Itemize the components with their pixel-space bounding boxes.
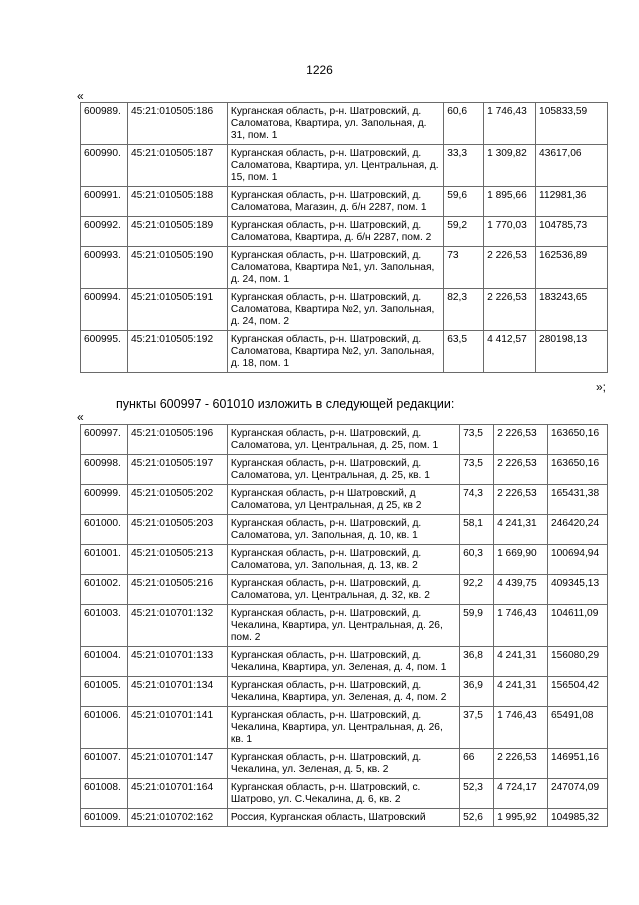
item-number-cell: 601000. xyxy=(81,515,128,545)
cadastral-price-cell: 1 746,43 xyxy=(484,103,536,145)
cadastral-value-cell: 156080,29 xyxy=(547,647,607,677)
area-cell: 52,6 xyxy=(460,809,494,827)
cadastral-price-cell: 4 241,31 xyxy=(494,515,548,545)
table-row xyxy=(81,749,608,779)
item-number-cell: 601004. xyxy=(81,647,128,677)
address-cell: Курганская область, р-н. Шатровский, д. Саломатова, Квартира №2, ул. Запольная, д. 24, пом. 2 xyxy=(227,289,443,331)
amendment-paragraph: пункты 600997 - 601010 изложить в следующей редакции: xyxy=(116,397,455,411)
property-table-2 xyxy=(80,424,608,827)
item-number-cell: 601002. xyxy=(81,575,128,605)
cadastral-number-cell: 45:21:010702:162 xyxy=(127,809,227,827)
cadastral-number-cell: 45:21:010505:189 xyxy=(127,217,227,247)
cadastral-value-cell: 146951,16 xyxy=(547,749,607,779)
address-cell: Курганская область, р-н. Шатровский, д. Саломатова, ул. Центральная, д. 25, кв. 1 xyxy=(227,455,459,485)
table-row xyxy=(81,145,608,187)
cadastral-number-cell: 45:21:010701:164 xyxy=(127,779,227,809)
cadastral-number-cell: 45:21:010505:197 xyxy=(127,455,227,485)
address-cell: Курганская область, р-н. Шатровский, д. Саломатова, ул. Центральная, д. 32, кв. 2 xyxy=(227,575,459,605)
area-cell: 63,5 xyxy=(444,331,484,373)
item-number-cell: 600994. xyxy=(81,289,128,331)
property-table-1 xyxy=(80,102,608,373)
cadastral-price-cell: 2 226,53 xyxy=(494,485,548,515)
address-cell: Курганская область, р-н. Шатровский, д. Саломатова, ул. Центральная, д. 25, пом. 1 xyxy=(227,425,459,455)
table-row xyxy=(81,779,608,809)
cadastral-number-cell: 45:21:010701:132 xyxy=(127,605,227,647)
cadastral-price-cell: 4 241,31 xyxy=(494,677,548,707)
item-number-cell: 600997. xyxy=(81,425,128,455)
cadastral-value-cell: 105833,59 xyxy=(536,103,608,145)
page-number: 1226 xyxy=(306,63,333,77)
table-row xyxy=(81,425,608,455)
cadastral-number-cell: 45:21:010505:190 xyxy=(127,247,227,289)
cadastral-price-cell: 4 412,57 xyxy=(484,331,536,373)
cadastral-price-cell: 2 226,53 xyxy=(484,247,536,289)
cadastral-price-cell: 2 226,53 xyxy=(484,289,536,331)
cadastral-number-cell: 45:21:010505:213 xyxy=(127,545,227,575)
table-row xyxy=(81,217,608,247)
address-cell: Курганская область, р-н. Шатровский, д. Саломатова, Квартира, ул. Запольная, д. 31, пом. 1 xyxy=(227,103,443,145)
address-cell: Курганская область, р-н. Шатровский, д. Чекалина, Квартира, ул. Зеленая, д. 4, пом. 1 xyxy=(227,647,459,677)
cadastral-value-cell: 112981,36 xyxy=(536,187,608,217)
cadastral-value-cell: 156504,42 xyxy=(547,677,607,707)
item-number-cell: 600991. xyxy=(81,187,128,217)
item-number-cell: 600993. xyxy=(81,247,128,289)
cadastral-price-cell: 2 226,53 xyxy=(494,455,548,485)
cadastral-price-cell: 1 746,43 xyxy=(494,605,548,647)
cadastral-number-cell: 45:21:010701:134 xyxy=(127,677,227,707)
address-cell: Курганская область, р-н Шатровский, д Саломатова, ул Центральная, д 25, кв 2 xyxy=(227,485,459,515)
cadastral-number-cell: 45:21:010505:196 xyxy=(127,425,227,455)
address-cell: Курганская область, р-н. Шатровский, д. Чекалина, ул. Зеленая, д. 5, кв. 2 xyxy=(227,749,459,779)
table-row xyxy=(81,247,608,289)
item-number-cell: 601008. xyxy=(81,779,128,809)
address-cell: Курганская область, р-н. Шатровский, с. Шатрово, ул. С.Чекалина, д. 6, кв. 2 xyxy=(227,779,459,809)
item-number-cell: 601007. xyxy=(81,749,128,779)
table-row xyxy=(81,485,608,515)
table-row xyxy=(81,605,608,647)
cadastral-value-cell: 65491,08 xyxy=(547,707,607,749)
cadastral-number-cell: 45:21:010505:186 xyxy=(127,103,227,145)
area-cell: 36,8 xyxy=(460,647,494,677)
address-cell: Курганская область, р-н. Шатровский, д. Саломатова, Магазин, д. б/н 2287, пом. 1 xyxy=(227,187,443,217)
cadastral-price-cell: 1 309,82 xyxy=(484,145,536,187)
area-cell: 37,5 xyxy=(460,707,494,749)
address-cell: Курганская область, р-н. Шатровский, д. Саломатова, Квартира №1, ул. Запольная, д. 24, пом. 1 xyxy=(227,247,443,289)
cadastral-number-cell: 45:21:010505:192 xyxy=(127,331,227,373)
opening-quote: « xyxy=(77,89,84,103)
cadastral-price-cell: 2 226,53 xyxy=(494,425,548,455)
address-cell: Курганская область, р-н. Шатровский, д. Чекалина, Квартира, ул. Центральная, д. 26, пом. 2 xyxy=(227,605,459,647)
area-cell: 73,5 xyxy=(460,425,494,455)
cadastral-number-cell: 45:21:010701:147 xyxy=(127,749,227,779)
table-row xyxy=(81,575,608,605)
cadastral-value-cell: 183243,65 xyxy=(536,289,608,331)
cadastral-number-cell: 45:21:010701:133 xyxy=(127,647,227,677)
opening-quote-2: « xyxy=(77,410,84,424)
table-row xyxy=(81,515,608,545)
cadastral-value-cell: 163650,16 xyxy=(547,455,607,485)
item-number-cell: 600990. xyxy=(81,145,128,187)
cadastral-number-cell: 45:21:010505:203 xyxy=(127,515,227,545)
cadastral-value-cell: 43617,06 xyxy=(536,145,608,187)
area-cell: 58,1 xyxy=(460,515,494,545)
cadastral-price-cell: 1 746,43 xyxy=(494,707,548,749)
item-number-cell: 600995. xyxy=(81,331,128,373)
address-cell: Курганская область, р-н. Шатровский, д. Саломатова, ул. Запольная, д. 10, кв. 1 xyxy=(227,515,459,545)
area-cell: 33,3 xyxy=(444,145,484,187)
table-row xyxy=(81,707,608,749)
cadastral-value-cell: 104985,32 xyxy=(547,809,607,827)
cadastral-price-cell: 1 669,90 xyxy=(494,545,548,575)
table-row xyxy=(81,289,608,331)
area-cell: 60,6 xyxy=(444,103,484,145)
item-number-cell: 601003. xyxy=(81,605,128,647)
table-row xyxy=(81,647,608,677)
table-row xyxy=(81,187,608,217)
area-cell: 73,5 xyxy=(460,455,494,485)
item-number-cell: 600998. xyxy=(81,455,128,485)
cadastral-price-cell: 1 895,66 xyxy=(484,187,536,217)
address-cell: Курганская область, р-н. Шатровский, д. Саломатова, Квартира №2, ул. Запольная, д. 18, пом. 1 xyxy=(227,331,443,373)
item-number-cell: 601009. xyxy=(81,809,128,827)
table-row xyxy=(81,455,608,485)
cadastral-number-cell: 45:21:010701:141 xyxy=(127,707,227,749)
cadastral-value-cell: 104785,73 xyxy=(536,217,608,247)
item-number-cell: 600992. xyxy=(81,217,128,247)
area-cell: 92,2 xyxy=(460,575,494,605)
cadastral-value-cell: 100694,94 xyxy=(547,545,607,575)
address-cell: Курганская область, р-н. Шатровский, д. Саломатова, Квартира, ул. Центральная, д. 15, пом. 1 xyxy=(227,145,443,187)
item-number-cell: 601005. xyxy=(81,677,128,707)
address-cell: Россия, Курганская область, Шатровский xyxy=(227,809,459,827)
cadastral-value-cell: 162536,89 xyxy=(536,247,608,289)
area-cell: 82,3 xyxy=(444,289,484,331)
cadastral-number-cell: 45:21:010505:191 xyxy=(127,289,227,331)
item-number-cell: 600999. xyxy=(81,485,128,515)
cadastral-number-cell: 45:21:010505:188 xyxy=(127,187,227,217)
area-cell: 66 xyxy=(460,749,494,779)
address-cell: Курганская область, р-н. Шатровский, д. Саломатова, ул. Запольная, д. 13, кв. 2 xyxy=(227,545,459,575)
cadastral-value-cell: 163650,16 xyxy=(547,425,607,455)
cadastral-price-cell: 1 995,92 xyxy=(494,809,548,827)
closing-quote: »; xyxy=(596,380,607,394)
address-cell: Курганская область, р-н. Шатровский, д. Чекалина, Квартира, ул. Центральная, д. 26, кв. 1 xyxy=(227,707,459,749)
cadastral-value-cell: 104611,09 xyxy=(547,605,607,647)
area-cell: 73 xyxy=(444,247,484,289)
cadastral-value-cell: 246420,24 xyxy=(547,515,607,545)
cadastral-value-cell: 247074,09 xyxy=(547,779,607,809)
cadastral-price-cell: 4 439,75 xyxy=(494,575,548,605)
table-row xyxy=(81,809,608,827)
table-row xyxy=(81,677,608,707)
cadastral-number-cell: 45:21:010505:202 xyxy=(127,485,227,515)
item-number-cell: 601001. xyxy=(81,545,128,575)
table-row xyxy=(81,545,608,575)
area-cell: 74,3 xyxy=(460,485,494,515)
cadastral-number-cell: 45:21:010505:187 xyxy=(127,145,227,187)
cadastral-price-cell: 4 724,17 xyxy=(494,779,548,809)
address-cell: Курганская область, р-н. Шатровский, д. Саломатова, Квартира, д. б/н 2287, пом. 2 xyxy=(227,217,443,247)
table-row xyxy=(81,103,608,145)
area-cell: 36,9 xyxy=(460,677,494,707)
cadastral-price-cell: 2 226,53 xyxy=(494,749,548,779)
item-number-cell: 601006. xyxy=(81,707,128,749)
cadastral-number-cell: 45:21:010505:216 xyxy=(127,575,227,605)
cadastral-value-cell: 409345,13 xyxy=(547,575,607,605)
cadastral-price-cell: 4 241,31 xyxy=(494,647,548,677)
address-cell: Курганская область, р-н. Шатровский, д. Чекалина, Квартира, ул. Зеленая, д. 4, пом. 2 xyxy=(227,677,459,707)
item-number-cell: 600989. xyxy=(81,103,128,145)
area-cell: 59,9 xyxy=(460,605,494,647)
table-row xyxy=(81,331,608,373)
area-cell: 59,6 xyxy=(444,187,484,217)
area-cell: 59,2 xyxy=(444,217,484,247)
cadastral-value-cell: 165431,38 xyxy=(547,485,607,515)
cadastral-value-cell: 280198,13 xyxy=(536,331,608,373)
cadastral-price-cell: 1 770,03 xyxy=(484,217,536,247)
area-cell: 60,3 xyxy=(460,545,494,575)
area-cell: 52,3 xyxy=(460,779,494,809)
